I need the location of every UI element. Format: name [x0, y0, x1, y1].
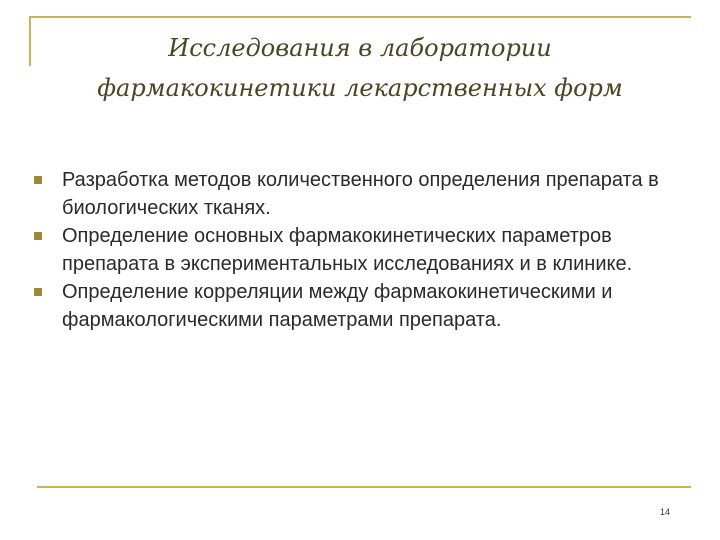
slide-title-line-1: Исследования в лаборатории — [168, 34, 552, 62]
bullet-text: Определение основных фармакокинетических параметров препарата в экспериментальных исследованиях и в клинике. — [62, 225, 633, 275]
page-number: 14 — [660, 507, 671, 517]
bullet-item — [34, 278, 674, 334]
bullet-item — [34, 166, 674, 222]
bullet-text: Определение корреляции между фармакокинетическими и фармакологическими параметрами препарата. — [62, 281, 613, 331]
square-bullet-icon — [34, 232, 42, 240]
slide-title-line-2: фармакокинетики лекарственных форм — [97, 74, 623, 102]
bullet-list — [34, 166, 674, 334]
frame-bottom-line — [37, 486, 691, 488]
square-bullet-icon — [34, 176, 42, 184]
bullet-item — [34, 222, 674, 278]
frame-top-line — [29, 16, 691, 18]
frame-left-line — [29, 16, 31, 66]
slide-title — [40, 28, 680, 108]
square-bullet-icon — [34, 288, 42, 296]
bullet-text: Разработка методов количественного определения препарата в биологических тканях. — [62, 169, 659, 219]
